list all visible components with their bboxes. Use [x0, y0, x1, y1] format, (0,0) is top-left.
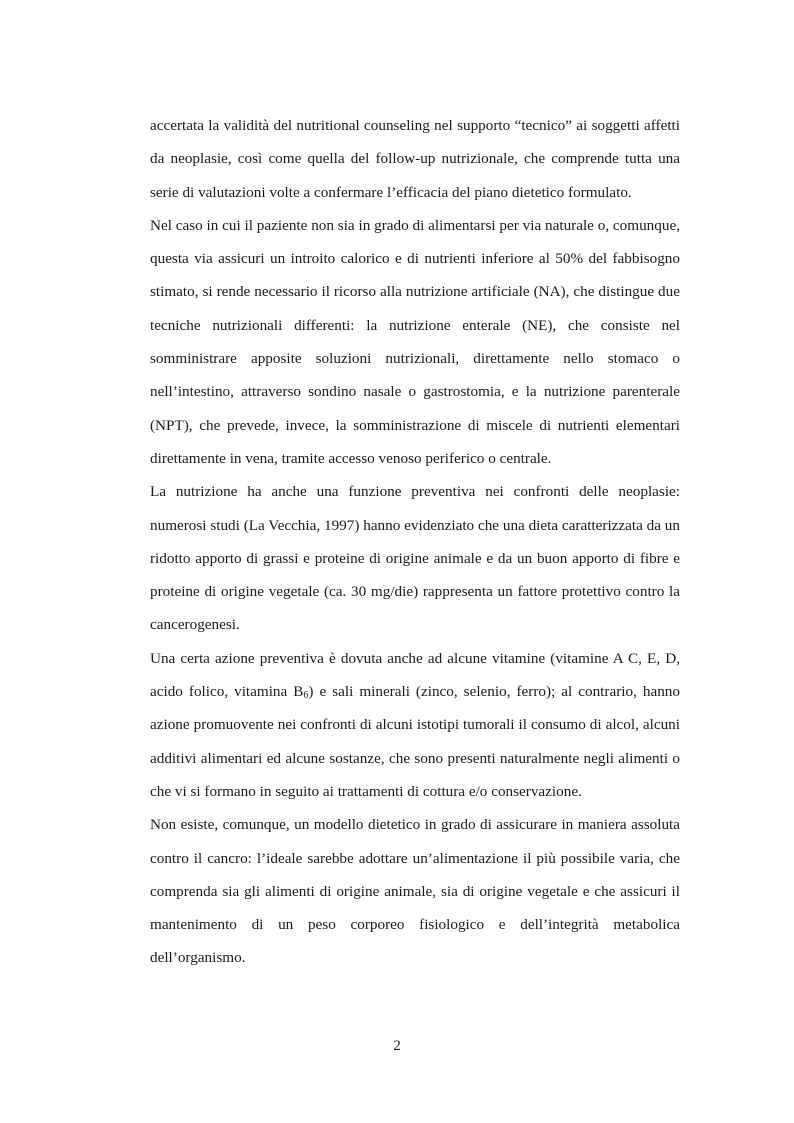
paragraph-4 [150, 642, 680, 808]
paragraph-1: accertata la validità del nutritional counseling nel supporto “tecnico” ai soggetti affetti da neoplasie, così come quella del follow-up nutrizionale, che comprende tutta una serie di valutazioni volte a confermare l’efficacia del piano dietetico formulato. [150, 117, 680, 201]
document-body [150, 109, 680, 975]
paragraph-4-text-start: Una certa azione preventiva è dovuta anche ad alcune vitamine (vitamine A C, E, D, acido folico, vitamina B [150, 649, 680, 701]
paragraph-5: Non esiste, comunque, un modello dietetico in grado di assicurare in maniera assoluta contro il cancro: l’ideale sarebbe adottare un’alimentazione il più possibile varia, che comprenda sia gli alimenti di origine animale, sia di origine vegetale e che assicuri il mantenimento di un peso corporeo fisiologico e dell’integrità metabolica dell’organismo. [150, 816, 680, 967]
paragraph-3: La nutrizione ha anche una funzione preventiva nei confronti delle neoplasie: numerosi studi (La Vecchia, 1997) hanno evidenziato che una dieta caratterizzata da un ridotto apporto di grassi e proteine di origine animale e da un buon apporto di fibre e proteine di origine vegetale (ca. 30 mg/die) rappresenta un fattore protettivo contro la cancerogenesi. [150, 483, 680, 634]
page-number: 2 [393, 1037, 401, 1054]
vitamin-subscript: 6 [303, 690, 309, 702]
paragraph-4-text-end: ) e sali minerali (zinco, selenio, ferro); al contrario, hanno azione promuovente nei confronti di alcuni istotipi tumorali il consumo di alcol, alcuni additivi alimentari ed alcune sostanze, che sono presenti naturalmente negli alimenti o che vi si formano in seguito ai trattamenti di cottura e/o conservazione. [150, 683, 680, 800]
paragraph-2: Nel caso in cui il paziente non sia in grado di alimentarsi per via naturale o, comunque, questa via assicuri un introito calorico e di nutrienti inferiore al 50% del fabbisogno stimato, si rende necessario il ricorso alla nutrizione artificiale (NA), che distingue due tecniche nutrizionali differenti: la nutrizione enterale (NE), che consiste nel somministrare apposite soluzioni nutrizionali, direttamente nello stomaco o nell’intestino, attraverso sondino nasale o gastrostomia, e la nutrizione parenterale (NPT), che prevede, invece, la somministrazione di miscele di nutrienti elementari direttamente in vena, tramite accesso venoso periferico o centrale. [150, 216, 680, 467]
